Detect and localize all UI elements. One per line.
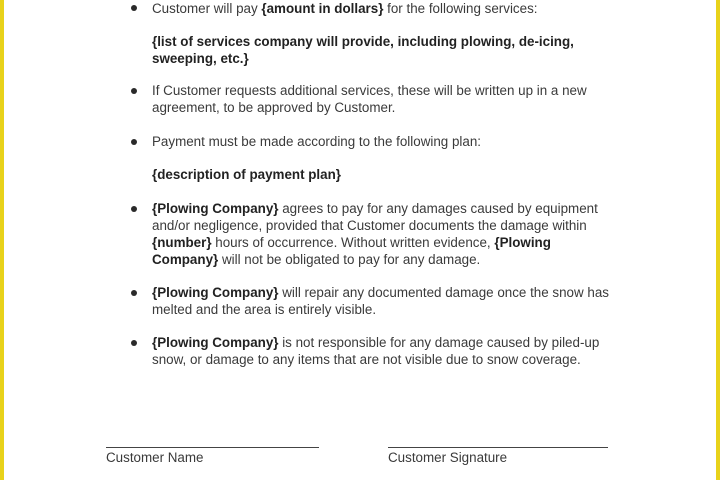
bullet-marker — [131, 5, 137, 11]
text-run: agrees to pay for any damages caused by equipment and/or negligence, provided that Customer documents the damage within — [152, 201, 598, 233]
text-run: Payment must be made according to the following plan: — [152, 134, 481, 149]
company-placeholder: {Plowing Company} — [152, 285, 279, 300]
text-run: is not responsible for any damage caused by piled-up snow, or damage to any items that are not visible due to snow coverage. — [152, 335, 600, 367]
text-run: will not be obligated to pay for any damage. — [218, 252, 481, 267]
bullet-paragraph-payment-plan — [152, 133, 622, 150]
payment-plan-placeholder — [152, 166, 622, 183]
company-placeholder: {Plowing Company} — [152, 235, 551, 267]
bullet-paragraph-additional-services — [152, 82, 616, 116]
company-placeholder: {Plowing Company} — [152, 335, 279, 350]
customer-name-label: Customer Name — [106, 450, 204, 465]
text-run: hours of occurrence. Without written evidence, — [211, 235, 495, 250]
bullet-paragraph-repair — [152, 284, 614, 318]
number-placeholder: {number} — [152, 235, 212, 250]
bullet-paragraph-not-responsible — [152, 334, 612, 368]
document-page — [4, 0, 716, 480]
customer-signature-line — [388, 447, 608, 448]
bullet-marker — [131, 206, 137, 212]
text-run: Customer will pay — [152, 1, 262, 16]
customer-name-line — [106, 447, 319, 448]
company-placeholder: {Plowing Company} — [152, 201, 279, 216]
bullet-marker — [131, 139, 137, 145]
customer-signature-label: Customer Signature — [388, 450, 508, 465]
amount-placeholder: {amount in dollars} — [261, 1, 384, 16]
bullet-marker — [131, 290, 137, 296]
text-run: will repair any documented damage once the snow has melted and the area is entirely visible. — [152, 285, 609, 317]
bullet-marker — [131, 88, 137, 94]
text-run: If Customer requests additional services, these will be written up in a new agreement, to be approved by Customer. — [152, 83, 587, 115]
services-placeholder — [152, 33, 622, 67]
text-run: for the following services: — [383, 1, 538, 16]
payment-plan-placeholder-text: {description of payment plan} — [152, 167, 341, 182]
bullet-paragraph-payment-amount — [152, 0, 622, 17]
bullet-paragraph-damages — [152, 200, 614, 268]
services-placeholder-text: {list of services company will provide, including plowing, de-icing, sweeping, etc.} — [152, 34, 574, 66]
bullet-marker — [131, 340, 137, 346]
